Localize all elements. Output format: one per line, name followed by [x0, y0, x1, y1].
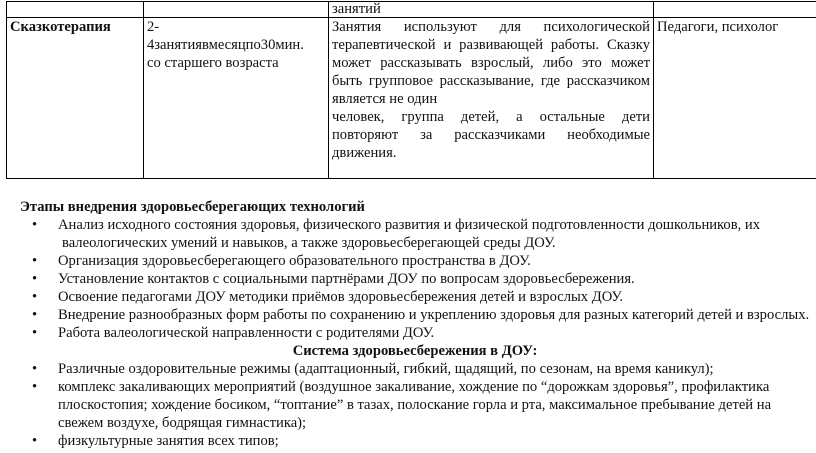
description-line: может рассказывать взрослый, либо это может — [332, 55, 650, 71]
table-row — [7, 18, 816, 179]
list-item: • физкультурные занятия всех типов; — [20, 432, 810, 450]
table-cell — [654, 2, 816, 18]
list-item: • Организация здоровьесберегающего образовательного пространства в ДОУ. — [20, 252, 810, 270]
table-row — [7, 2, 816, 18]
system-heading: Система здоровьесбережения в ДОУ: — [292, 343, 538, 359]
description-line: является не один — [332, 91, 438, 107]
responsible-cell — [654, 18, 816, 179]
technology-name-cell — [7, 18, 144, 179]
list-item: • Различные оздоровительные режимы (адаптационный, гибкий, щадящий, по сезонам, на время каникул); — [20, 360, 810, 378]
list-item: • комплекс закаливающих мероприятий (воздушное закаливание, хождение по “дорожкам здоровья”, профилактика плоскостопия; хождение босиком, “топтание” в тазах, полоскание горла и рта, максимальное пребывание детей на свежем воздухе, бодрящая гимнастика); — [20, 378, 810, 432]
list-item: • Внедрение разнообразных форм работы по сохранению и укреплению здоровья для разных категорий детей и взрослых. — [20, 306, 810, 324]
description-line: Занятия используют для психологической — [332, 19, 650, 35]
description-line: быть групповое рассказывание, где рассказчиком — [332, 73, 650, 89]
periodicity-line: со старшего возраста — [147, 55, 279, 71]
description-line: движения. — [332, 145, 397, 161]
table-cell — [7, 2, 144, 18]
description-line: человек, группа детей, а остальные дети — [332, 109, 650, 125]
system-list — [20, 360, 810, 450]
periodicity-line: 4занятиявмесяцпо30мин. — [147, 37, 304, 53]
document-body — [20, 198, 810, 450]
list-item-text: Анализ исходного состояния здоровья, физического развития и физической подготовленности дошкольников, их — [58, 217, 761, 233]
list-item-text: валеологических умений и навыков, а также здоровьесберегающей среды ДОУ. — [62, 235, 556, 251]
description-line: повторяют за рассказчиками необходимые — [332, 127, 650, 143]
periodicity-cell — [144, 18, 329, 179]
table-cell — [144, 2, 329, 18]
list-item: • Освоение педагогами ДОУ методики приёмов здоровьесбережения детей и взрослых ДОУ. — [20, 288, 810, 306]
table-cell: занятий — [329, 2, 654, 18]
stages-list — [20, 216, 810, 342]
list-item — [20, 216, 810, 252]
list-item: • Работа валеологической направленности с родителями ДОУ. — [20, 324, 810, 342]
stages-heading: Этапы внедрения здоровьесберегающих технологий — [20, 199, 365, 215]
list-item: • Установление контактов с социальными партнёрами ДОУ по вопросам здоровьесбережения. — [20, 270, 810, 288]
periodicity-line: 2- — [147, 19, 160, 35]
description-cell — [329, 18, 654, 179]
responsible-text: Педагоги, психолог — [657, 19, 779, 35]
activities-table — [6, 1, 816, 179]
description-line: терапевтической и развивающей работы. Сказку — [332, 37, 650, 53]
technology-name: Сказкотерапия — [10, 19, 111, 35]
